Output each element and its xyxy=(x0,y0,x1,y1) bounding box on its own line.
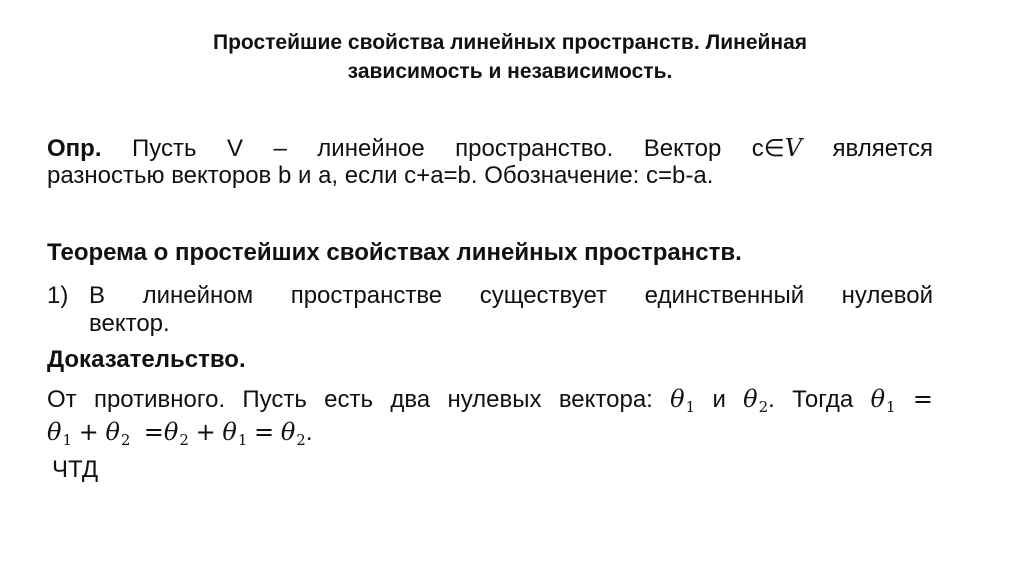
definition-line-1 xyxy=(47,134,933,163)
theta-2: $\theta_2$ xyxy=(743,385,769,416)
plus-sign: + xyxy=(78,418,99,446)
theorem-title: Теорема о простейших свойствах линейных пространств. xyxy=(47,239,742,266)
space-symbol: V xyxy=(784,134,803,162)
theta-1: $\theta_1$ xyxy=(222,418,248,449)
slide-title xyxy=(120,28,900,86)
list-item-1-continuation: вектор. xyxy=(89,310,170,337)
theta-2: $\theta_2$ xyxy=(105,418,131,449)
definition-line-end: является xyxy=(832,135,934,162)
plus-sign: + xyxy=(195,418,216,446)
theta-2: $\theta_2$ xyxy=(280,418,306,449)
theta-2: $\theta_2$ xyxy=(163,418,189,449)
title-line-2: зависимость и независимость. xyxy=(347,60,673,83)
equals-sign: = xyxy=(143,418,164,446)
proof-label: Доказательство. xyxy=(47,346,246,373)
list-item-number: 1) xyxy=(47,282,69,309)
period: . xyxy=(305,419,313,446)
list-item-1 xyxy=(47,282,933,310)
theta-1: $\theta_1$ xyxy=(670,385,696,416)
qed-mark: ЧТД xyxy=(52,456,99,483)
definition-text: Пусть V – линейное пространство. Вектор с∈ xyxy=(132,135,785,162)
list-item-text: В линейном пространстве существует единственный нулевой xyxy=(89,282,933,309)
definition-label: Опр. xyxy=(47,135,102,162)
equals-sign: = xyxy=(912,385,933,413)
proof-line-1 xyxy=(47,385,933,421)
proof-text: От противного. Пусть есть два нулевых вектора: xyxy=(47,386,653,413)
definition-line-2: разностью векторов b и а, если с+а=b. Обозначение: с=b-a. xyxy=(47,162,714,189)
and-word: и xyxy=(712,386,726,413)
then-word: . Тогда xyxy=(768,386,854,413)
theta-1: $\theta_1$ xyxy=(47,418,72,449)
proof-line-2 xyxy=(47,418,933,454)
equals-sign: = xyxy=(254,418,275,446)
title-line-1: Простейшие свойства линейных пространств. Линейная xyxy=(212,31,808,54)
theta-1: $\theta_1$ xyxy=(870,385,896,416)
